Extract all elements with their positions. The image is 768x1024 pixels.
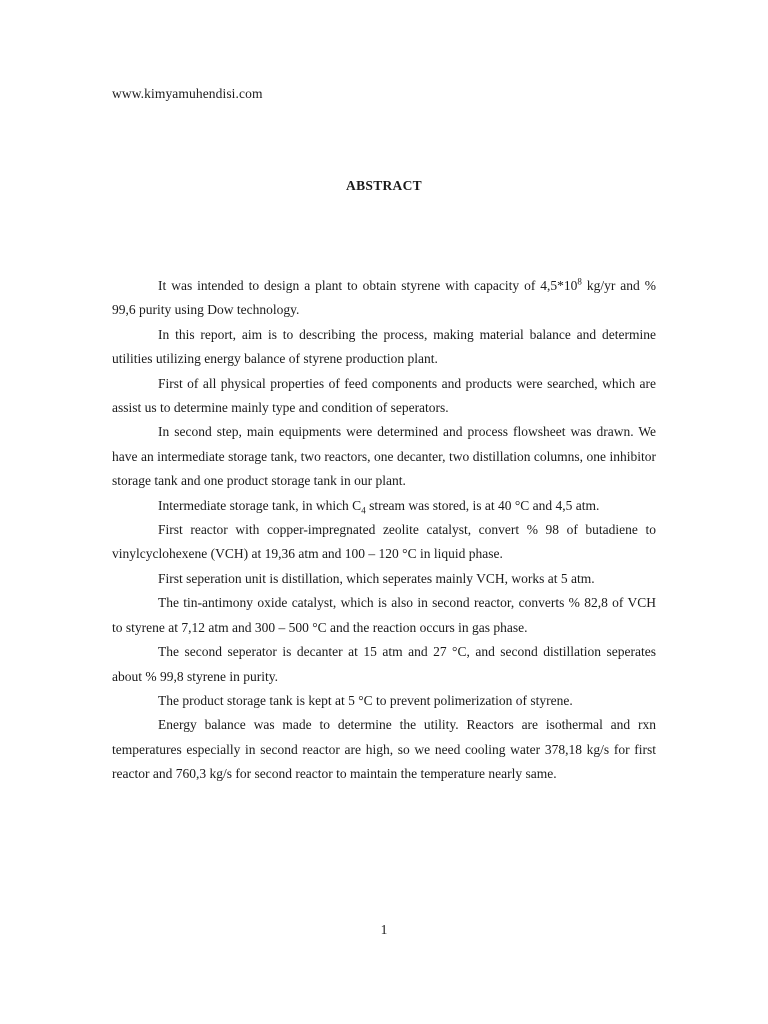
header-url: www.kimyamuhendisi.com xyxy=(112,86,263,101)
paragraph-7: First seperation unit is distillation, which seperates mainly VCH, works at 5 atm. xyxy=(158,570,595,586)
paragraph-5-text-a: Intermediate storage tank, in which C xyxy=(158,497,362,513)
paragraph-3: First of all physical properties of feed components and products were searched, which are assist us to determine mainly type and condition of seperators. xyxy=(112,375,656,416)
paragraph-1 xyxy=(112,274,656,323)
abstract-body xyxy=(112,274,656,787)
page-number: 1 xyxy=(380,922,388,937)
paragraph-1-text-b: kg/yr and % 99,6 purity using Dow technology. xyxy=(112,278,656,318)
paragraph-5-subscript: 4 xyxy=(361,505,366,516)
paragraph-5 xyxy=(112,494,656,518)
paragraph-2: In this report, aim is to describing the process, making material balance and determine utilities utilizing energy balance of styrene production plant. xyxy=(112,326,656,367)
paragraph-4: In second step, main equipments were determined and process flowsheet was drawn. We have an intermediate storage tank, two reactors, one decanter, two distillation columns, one inhibitor storage tank and one product storage tank in our plant. xyxy=(112,424,656,489)
paragraph-6: First reactor with copper-impregnated zeolite catalyst, convert % 98 of butadiene to vinylcyclohexene (VCH) at 19,36 atm and 100 – 120 °C in liquid phase. xyxy=(112,522,656,562)
paragraph-1-text-a: It was intended to design a plant to obtain styrene with capacity of 4,5*10 xyxy=(158,278,578,293)
page-title: ABSTRACT xyxy=(346,178,422,193)
paragraph-5-text-b: stream was stored, is at 40 °C and 4,5 atm. xyxy=(365,497,600,513)
paragraph-8: The tin-antimony oxide catalyst, which is also in second reactor, converts % 82,8 of VCH to styrene at 7,12 atm and 300 – 500 °C and the reaction occurs in gas phase. xyxy=(112,595,656,635)
paragraph-9: The second seperator is decanter at 15 atm and 27 °C, and second distillation seperates about % 99,8 styrene in purity. xyxy=(112,644,656,684)
paragraph-10: The product storage tank is kept at 5 °C to prevent polimerization of styrene. xyxy=(158,692,573,708)
paragraph-1-superscript: 8 xyxy=(577,276,582,287)
paragraph-11: Energy balance was made to determine the utility. Reactors are isothermal and rxn temperatures especially in second reactor are high, so we need cooling water 378,18 kg/s for first reactor and 760,3 kg/s for second reactor to maintain the temperature nearly same. xyxy=(112,717,656,782)
